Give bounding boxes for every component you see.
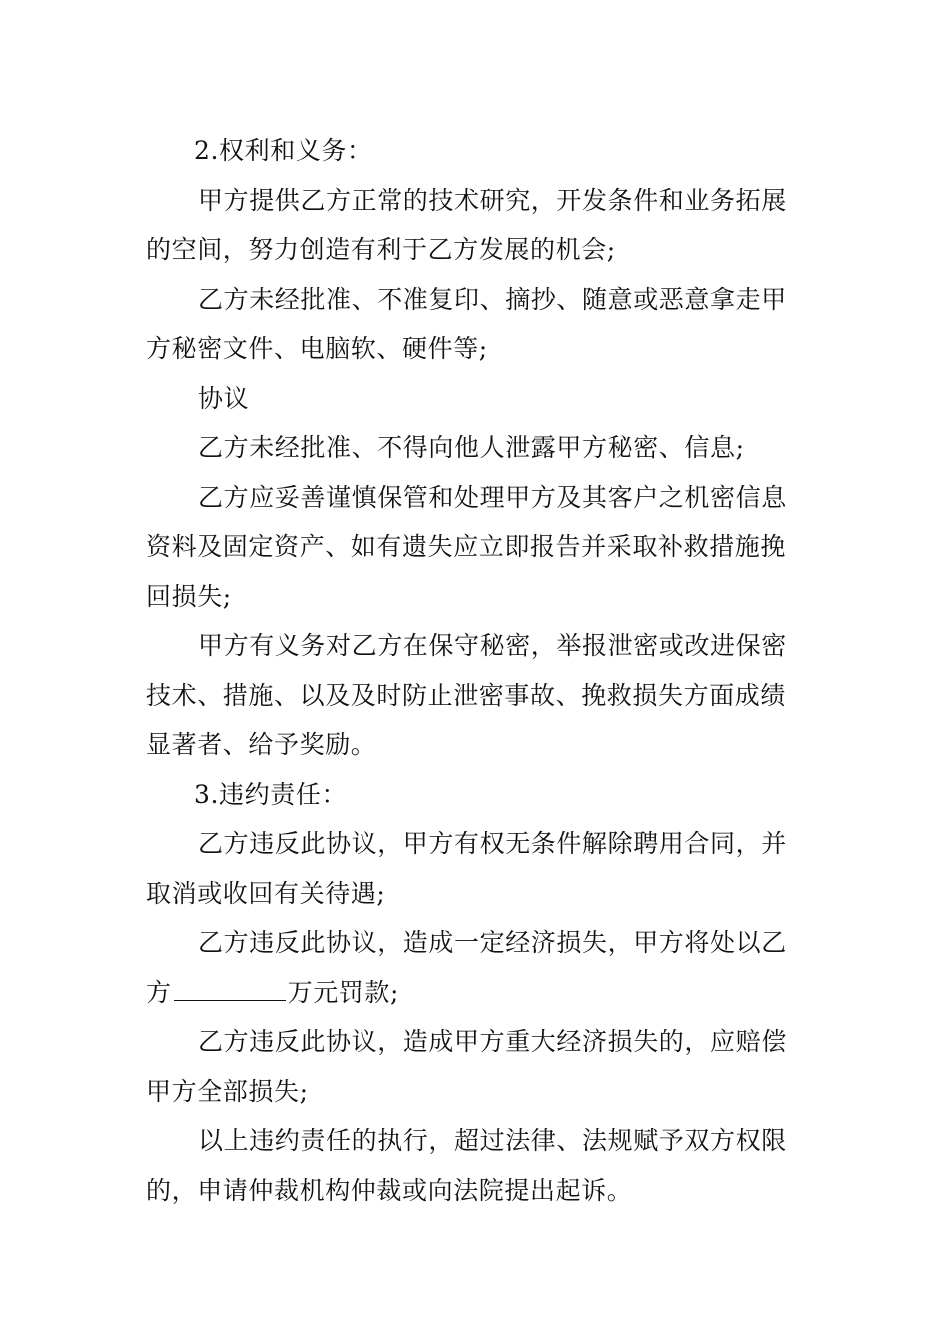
paragraph: 甲方有义务对乙方在保守秘密，举报泄密或改进保密技术、措施、以及及时防止泄密事故、挽救损失方面成绩显著者、给予奖励。: [146, 631, 787, 759]
paragraph: 乙方违反此协议，造成甲方重大经济损失的，应赔偿甲方全部损失;: [146, 1027, 787, 1106]
paragraph-text: 乙方违反此协议，造成一定经济损失，甲方将处以乙方: [146, 928, 787, 1007]
paragraph: 甲方提供乙方正常的技术研究，开发条件和业务拓展的空间，努力创造有利于乙方发展的机会;: [146, 185, 787, 264]
paragraph-with-blank: [146, 918, 806, 1017]
paragraph: 协议: [198, 383, 250, 413]
section-heading-liability: 3.违约责任：: [194, 779, 348, 809]
paragraph: 乙方违反此协议，甲方有权无条件解除聘用合同，并取消或收回有关待遇;: [146, 829, 787, 908]
paragraph: 乙方未经批准、不得向他人泄露甲方秘密、信息;: [198, 433, 745, 462]
paragraph: 乙方未经批准、不准复印、摘抄、随意或恶意拿走甲方秘密文件、电脑软、硬件等;: [146, 284, 787, 363]
fill-in-blank: [174, 978, 286, 1001]
paragraph-text: 万元罚款;: [287, 977, 400, 1007]
paragraph: 乙方应妥善谨慎保管和处理甲方及其客户之机密信息资料及固定资产、如有遗失应立即报告并采取补救措施挽回损失;: [146, 482, 787, 611]
section-heading-rights-obligations: 2.权利和义务：: [194, 136, 373, 165]
document-body: [146, 126, 806, 1215]
paragraph: 以上违约责任的执行，超过法律、法规赋予双方权限的，申请仲裁机构仲裁或向法院提出起诉。: [146, 1126, 787, 1205]
